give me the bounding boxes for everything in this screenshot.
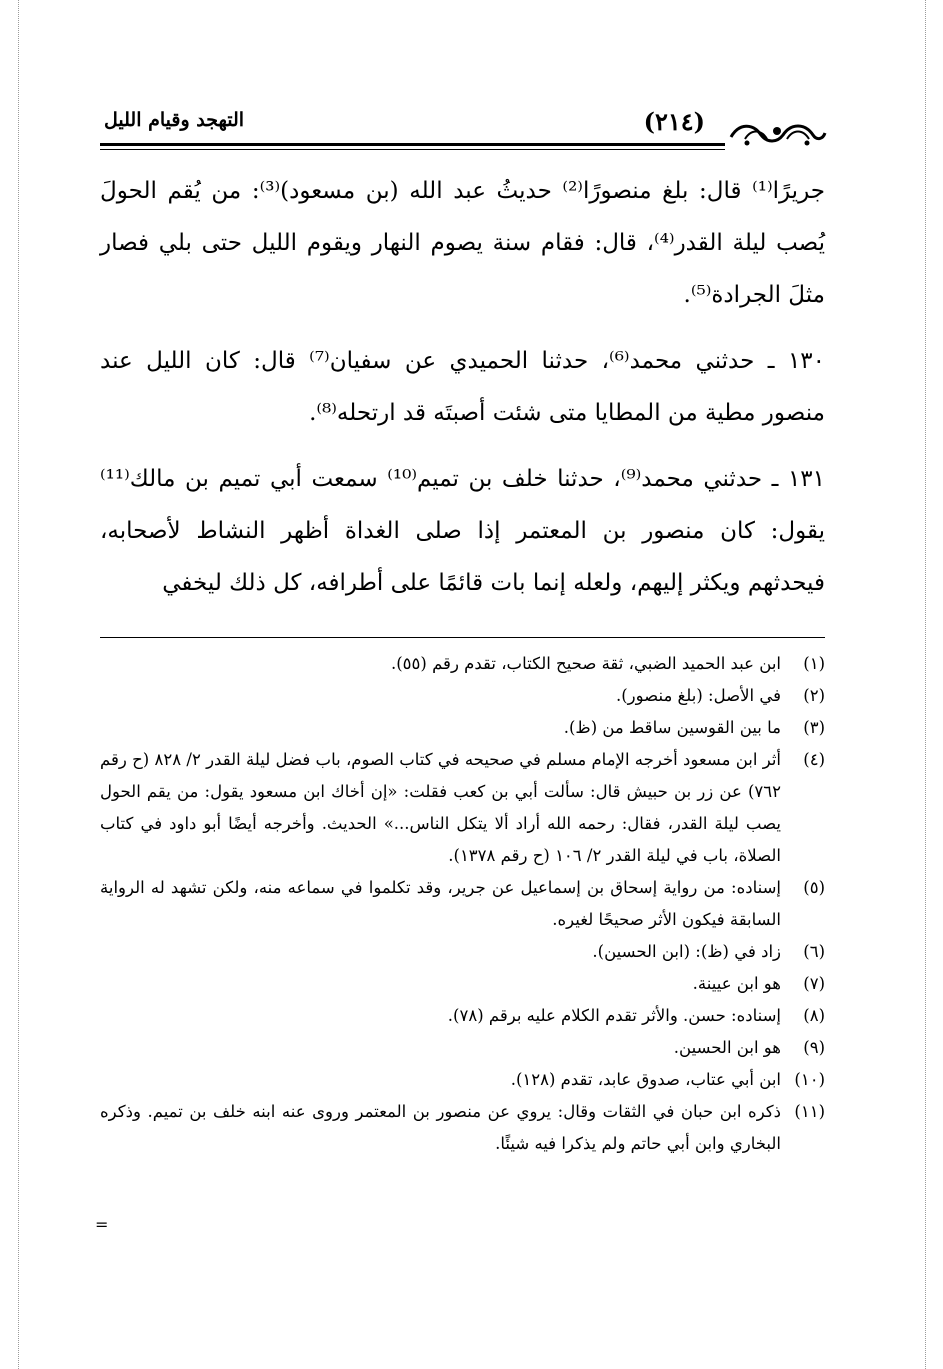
- page-header: [100, 95, 825, 145]
- footnote-number: (٨): [803, 1006, 825, 1025]
- footnote: [100, 1032, 825, 1064]
- footnote-text: إسناده: من رواية إسحاق بن إسماعيل عن جرير، وقد تكلموا في سماعه منه، ولكن تشهد له الرواية السابقة فيكون الأثر صحيحًا لغيره.: [100, 878, 781, 929]
- footnote-text: زاد في (ظ): (ابن الحسين).: [592, 942, 781, 961]
- footnote-number: (٥): [803, 878, 825, 897]
- decorative-scroll-ornament-icon: [727, 117, 827, 149]
- footnote-number: (٤): [803, 750, 825, 769]
- footnote-number: (١١): [794, 1102, 825, 1121]
- footnote-text: إسناده: حسن. والأثر تقدم الكلام عليه برقم (٧٨).: [447, 1006, 781, 1025]
- paragraph: ١٣٠ ـ حدثني محمد⁽⁶⁾، حدثنا الحميدي عن سفيان⁽⁷⁾ قال: كان الليل عند منصور مطية من المطايا متى شئت أصبتَه قد ارتحله⁽⁸⁾.: [100, 348, 826, 426]
- footnote: [100, 680, 825, 712]
- continuation-mark: =: [95, 1215, 109, 1234]
- footnote-text: ابن أبي عتاب، صدوق عابد، تقدم (١٢٨).: [510, 1070, 781, 1089]
- footnote-text: ذكره ابن حبان في الثقات وقال: يروي عن منصور بن المعتمر وروى عنه ابنه خلف بن تميم. وذكره البخاري وابن أبي حاتم ولم يذكرا فيه شيئًا.: [100, 1102, 781, 1153]
- footnote-text: هو ابن عيينة.: [692, 974, 781, 993]
- footnote-number: (٦): [803, 942, 825, 961]
- footnote-text: هو ابن الحسين.: [673, 1038, 781, 1057]
- header-rule-thin: [100, 149, 725, 150]
- footnote: [100, 968, 825, 1000]
- header-rule-thick: [100, 143, 725, 146]
- running-title: التهجد وقيام الليل: [104, 109, 245, 131]
- footnote: [100, 872, 825, 936]
- footnote-text: أثر ابن مسعود أخرجه الإمام مسلم في صحيحه في كتاب الصوم، باب فضل ليلة القدر ٢/ ٨٢٨ (ح رقم ٧٦٢) عن زر بن حبيش قال: سألت أبي بن كعب فقلت: «إن أخاك ابن مسعود يقول: من يقم الحول يصب ليلة القدر، فقال: رحمه الله أراد ألا يتكل الناس...» الحديث. وأخرجه أيضًا أبو داود في كتاب الصلاة، باب في ليلة القدر ٢/ ١٠٦ (ح رقم ١٣٧٨).: [100, 750, 781, 865]
- footnote-number: (١): [803, 654, 825, 673]
- page-number: (٢١٤): [643, 107, 705, 136]
- right-margin-guide: [925, 0, 926, 1369]
- footnote: [100, 744, 825, 872]
- footnote: [100, 936, 825, 968]
- footnote: [100, 648, 825, 680]
- book-page: [100, 95, 825, 1160]
- footnote-text: ابن عبد الحميد الضبي، ثقة صحيح الكتاب، تقدم رقم (٥٥).: [390, 654, 781, 673]
- footnote-number: (٧): [803, 974, 825, 993]
- left-margin-guide: [18, 0, 19, 1369]
- footnote: [100, 1000, 825, 1032]
- footnote: [100, 1064, 825, 1096]
- footnotes: [100, 648, 825, 1160]
- footnote-number: (٣): [803, 718, 825, 737]
- footnote: [100, 1096, 825, 1160]
- footnote-number: (٩): [803, 1038, 825, 1057]
- footnote-separator: [100, 637, 825, 638]
- footnote-number: (٢): [803, 686, 825, 705]
- footnote-text: في الأصل: (بلغ منصور).: [615, 686, 781, 705]
- footnote-number: (١٠): [794, 1070, 825, 1089]
- main-text: [100, 165, 825, 609]
- footnote-text: ما بين القوسين ساقط من (ظ).: [563, 718, 781, 737]
- paragraph: ١٣١ ـ حدثني محمد⁽⁹⁾، حدثنا خلف بن تميم⁽¹⁰⁾ سمعت أبي تميم بن مالك⁽¹¹⁾ يقول: كان منصور بن المعتمر إذا صلى الغداة أظهر النشاط لأصحابه، فيحدثهم ويكثر إليهم، ولعله إنما بات قائمًا على أطرافه، كل ذلك ليخفي: [100, 466, 825, 596]
- paragraph: جريرًا⁽¹⁾ قال: بلغ منصورًا⁽²⁾ حديثُ عبد الله (بن مسعود)⁽³⁾: من يُقم الحولَ يُصب ليلة القدر⁽⁴⁾، قال: فقام سنة يصوم النهار ويقوم الليل حتى بلي فصار مثلَ الجرادة⁽⁵⁾.: [100, 178, 826, 308]
- footnote: [100, 712, 825, 744]
